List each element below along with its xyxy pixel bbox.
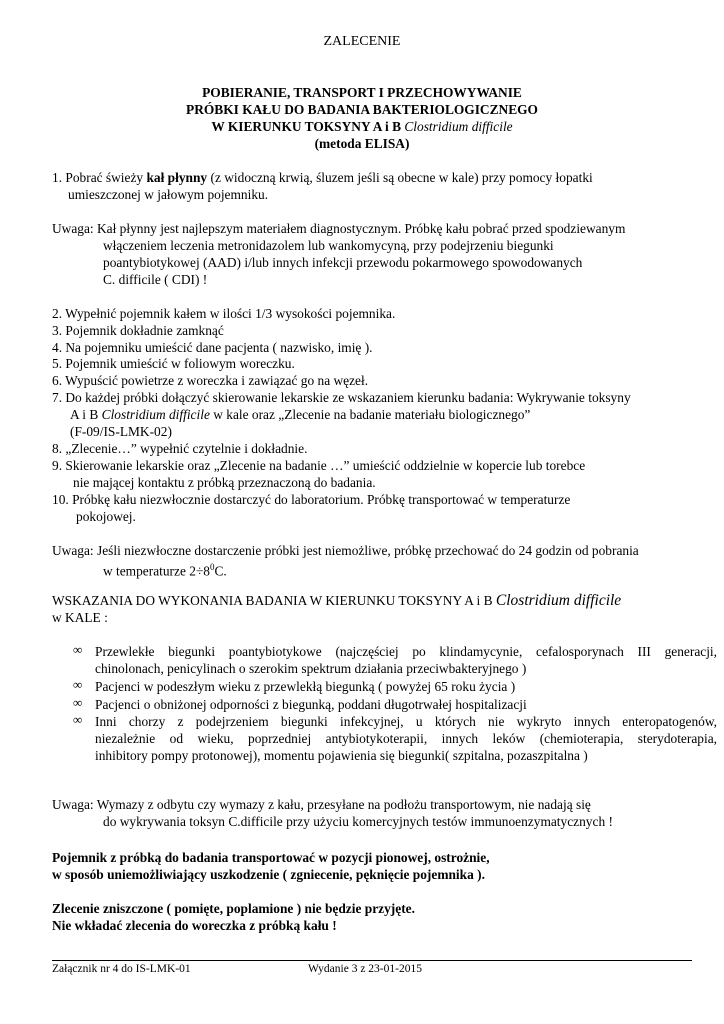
note-1-line-3: poantybiotykowej (AAD) i/lub innych infekcji przewodu pokarmowego spowodowanych (103, 255, 583, 270)
step-4: 4. Na pojemniku umieścić dane pacjenta ( nazwisko, imię ). (52, 340, 373, 355)
document-title: ZALECENIE (323, 34, 401, 49)
step-5: 5. Pojemnik umieścić w foliowym woreczku. (52, 356, 295, 371)
indications-title (52, 592, 621, 609)
heading-method: (metoda ELISA) (314, 136, 410, 151)
infinity-bullet-icon: ∞ (73, 677, 83, 692)
step-1-rest: (z widoczną krwią, śluzem jeśli są obecne w kale) przy pomocy łopatki (207, 170, 593, 185)
infinity-bullet-icon: ∞ (73, 642, 83, 657)
heading-organism: Clostridium difficile (404, 119, 513, 134)
bullet-2: Pacjenci w podeszłym wieku z przewlekłą biegunką ( powyżej 65 roku życia ) (95, 679, 516, 694)
step-2: 2. Wypełnić pojemnik kałem w ilości 1/3 wysokości pojemnika. (52, 306, 396, 321)
note-1-line-2: włączeniem leczenia metronidazolem lub wankomycyną, przy podejrzeniu biegunki (103, 238, 554, 253)
bullet-4-line-1: Inni chorzy z podejrzeniem biegunki infekcyjnej, u których nie wykryto innych enteropatogenów, (95, 714, 717, 729)
indications-organism: Clostridium difficile (495, 592, 622, 609)
note-2-temp-prefix: w temperaturze 2÷8 (103, 563, 210, 579)
step-7-line-2 (70, 406, 530, 423)
step-6: 6. Wypuścić powietrze z woreczka i zawiązać go na węzeł. (52, 373, 369, 388)
step-7-organism: Clostridium difficile (101, 407, 210, 422)
step-7-prefix: A i B (70, 407, 102, 422)
indications-title-text: WSKAZANIA DO WYKONANIA BADANIA W KIERUNKU TOKSYNY A i B (52, 593, 496, 608)
heading-line-1: POBIERANIE, TRANSPORT I PRZECHOWYWANIE (202, 85, 522, 100)
footer-divider (52, 960, 692, 961)
heading-line-3-text: W KIERUNKU TOKSYNY A i B (211, 119, 401, 134)
bullet-4-line-2: niezależnie od wieku, poprzedniej antybiotykoterapii, innych leków (chemioterapia, sterydoterapia, (95, 731, 717, 746)
infinity-bullet-icon: ∞ (73, 695, 83, 710)
step-10-line-1: 10. Próbkę kału niezwłocznie dostarczyć do laboratorium. Próbkę transportować w temperaturze (52, 492, 571, 507)
footer-edition: Wydanie 3 z 23-01-2015 (308, 963, 422, 975)
step-1 (52, 169, 593, 186)
step-1-prefix: 1. Pobrać świeży (52, 170, 147, 185)
indications-title-line-2: w KALE : (52, 610, 108, 625)
step-9-line-2: nie mającej kontaktu z próbką przeznaczoną do badania. (73, 475, 376, 490)
note-1-line-1: Uwaga: Kał płynny jest najlepszym materiałem diagnostycznym. Próbkę kału pobrać przed spodziewanym (52, 221, 626, 236)
bullet-3: Pacjenci o obniżonej odporności z biegunką, poddani długotrwałej hospitalizacji (95, 697, 527, 712)
bullet-4-line-3: inhibitory pompy protonowej), momentu pojawienia się biegunki( szpitalna, pozaszpitalna ) (95, 748, 588, 763)
infinity-bullet-icon: ∞ (73, 712, 83, 727)
heading-line-3 (0, 118, 724, 135)
warning-1-line-1: Pojemnik z próbką do badania transportować w pozycji pionowej, ostrożnie, (52, 850, 490, 865)
note-1-line-4: C. difficile ( CDI) ! (103, 272, 208, 287)
warning-1-line-2: w sposób uniemożliwiający uszkodzenie ( zgniecenie, pęknięcie pojemnika ). (52, 867, 485, 882)
note-2-temp-suffix: C. (214, 563, 227, 579)
note-3-line-1: Uwaga: Wymazy z odbytu czy wymazy z kału, przesyłane na podłożu transportowym, nie nadają się (52, 797, 591, 812)
step-8: 8. „Zlecenie…” wypełnić czytelnie i dokładnie. (52, 441, 308, 456)
step-3: 3. Pojemnik dokładnie zamknąć (52, 323, 224, 338)
bullet-1-line-1: Przewlekłe biegunki poantybiotykowe (najczęściej po klindamycynie, cefalosporynach III generacji, (95, 644, 717, 659)
step-7-line-1: 7. Do każdej próbki dołączyć skierowanie lekarskie ze wskazaniem kierunku badania: Wykrywanie toksyny (52, 390, 631, 405)
step-1-line-2: umieszczonej w jałowym pojemniku. (68, 187, 269, 202)
warning-2-line-2: Nie wkładać zlecenia do woreczka z próbką kału ! (52, 918, 337, 933)
note-3-line-2: do wykrywania toksyn C.difficile przy użyciu komercyjnych testów immunoenzymatycznych ! (103, 814, 613, 829)
step-7-rest: w kale oraz „Zlecenie na badanie materiału biologicznego” (209, 407, 531, 422)
step-10-line-2: pokojowej. (76, 509, 136, 524)
note-2-degree: 0 (210, 562, 215, 572)
step-7-line-3: (F-09/IS-LMK-02) (70, 424, 172, 439)
step-9-line-1: 9. Skierowanie lekarskie oraz „Zlecenie na badanie …” umieścić oddzielnie w kopercie lub torebce (52, 458, 586, 473)
bullet-1-line-2: chinolonach, penicylinach o szerokim spektrum działania przeciwbakteryjnego ) (95, 661, 527, 676)
note-2-line-1: Uwaga: Jeśli niezwłoczne dostarczenie próbki jest niemożliwe, próbkę przechować do 24 godzin od pobrania (52, 543, 639, 558)
footer-attachment: Załącznik nr 4 do IS-LMK-01 (52, 963, 191, 975)
heading-line-2: PRÓBKI KAŁU DO BADANIA BAKTERIOLOGICZNEGO (186, 102, 538, 117)
warning-2-line-1: Zlecenie zniszczone ( pomięte, poplamione ) nie będzie przyjęte. (52, 901, 415, 916)
step-1-bold: kał płynny (146, 170, 208, 185)
note-2-line-2 (103, 559, 227, 579)
